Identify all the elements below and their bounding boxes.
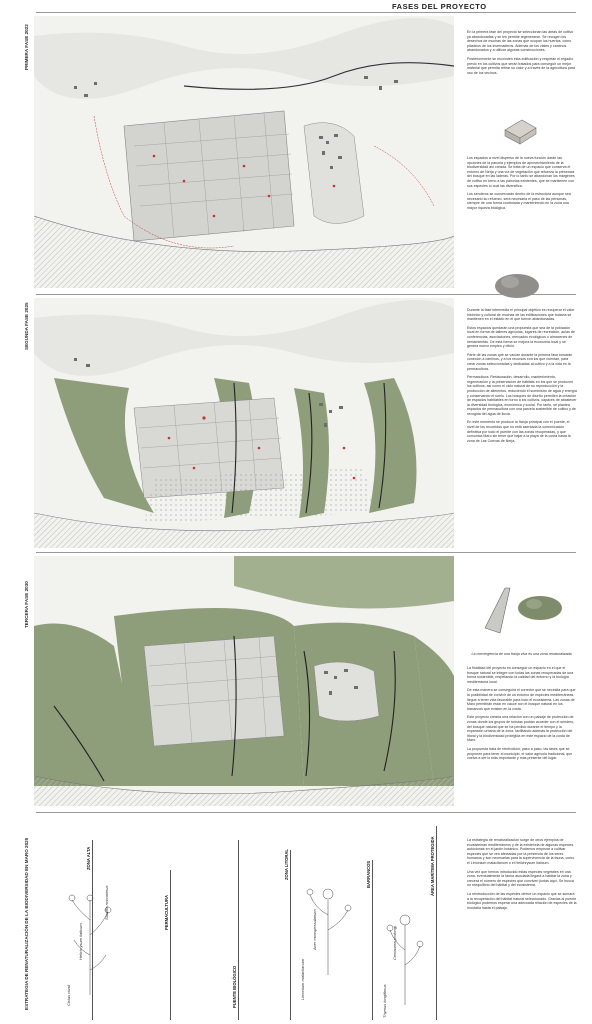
divider-rule-3: [36, 812, 576, 813]
shrub-illustration: [492, 270, 542, 300]
brick-illustration: [500, 110, 540, 150]
plant-sketch-barrancos: [380, 900, 430, 1010]
bridge-illustration: [480, 578, 570, 648]
text-p1: En la primera fase del proyecto se seleccionan las áreas de cultivo ya abandonadas y se les permite regenerarse. Se recogen los desechos de muchas de las zonas que ocupan los huertos, como plásticos de los invernaderos. Además de los viales y caminos abandonados y a utilizar algunas construcciones.: [467, 30, 574, 53]
map-phase-3-drawing: [34, 556, 454, 806]
text-strategy: [467, 838, 577, 914]
text-p7: Parte de las zonas que se vacían durante la primera fase tomarán conexión a caminos, y a los recursos con los que cuentan, para crear zonas seleccionadas y dedicadas al cultivo y a la vida en la permacultura.: [467, 352, 573, 371]
header-rule: [36, 12, 576, 13]
text-p3: Los espacios a nivel disperso de la nueva función darán las opciones de la parcela y ejemplos de aprovechamiento de la biodiversidad así creada. Se trata de un espacio que conserva el entorno de Nerja y una vía de vegetación que refuerza la presencia del bosque en las laderas. Por lo tanto se abandonan los márgenes de cultivo en torno a las parcelas existentes, que se mantienen con sus especies lo cual las diversifica.: [467, 156, 575, 188]
zone-divider-5: [372, 860, 373, 1020]
text-p2: Posteriormente se esconden esta edificación y respetan el regadío previo en los cultivos que serán tratados para conseguir un mejor material que permita retirar su valor y a través de la agricultura para uso de los vecinos.: [467, 56, 576, 75]
text-p8: Permacultura: Restauración, desarrollo, mantenimiento, regeneración y la preservación de hábitats en los que se producen los cultivos, así como el ciclo natural de su reproducción y la producción de alimentos, reduciendo el suministro de agua y energía y conservando el suelo. Los bosques de diseño permiten la creación de espacios habitables en torno a los cultivos, capaces de abastecer la diversidad biológica, económica y social. Por tanto, se plantea espacios de permacultura con una parcela sostenible de cultivo y de recogida del agua de lluvia.: [467, 375, 577, 416]
plant-label-limonium: Limonium malacitanum: [300, 958, 305, 1000]
text-phase-3: [467, 666, 577, 765]
zone-divider-4: [290, 850, 291, 1020]
text-p12: Este proyecto crearía una relación con un paisaje de protección de zonas donde los grupos de turistas podrán acceder con el sendero, del bosque natural que se ha perdido durante el tiempo y la expansión urbana de la zona, facilitando además la protección del litoral y la biodiversidad protegida en este espacio de la costa de Maro.: [467, 715, 575, 743]
text-p9: En este momento se produce la franja principal con el puente, el nivel de los recorridos que no está asentada la comunicación definitiva por todo el puente con las zonas recuperadas, y que comunica Maro sin tener que bajar a la playa de la costa hasta la zona de Las Cuevas de Nerja.: [467, 420, 571, 443]
text-p11: De esta manera se conseguirá el corredor que se necesita para que la posibilidad de convivir de un entorno de especies mediterráneas llegue a tener vida favorable para todo el ecosistema. Las zonas de Maro permitirán estar en cauce con el bosque natural en los barrancos que existen en la costa.: [467, 688, 576, 711]
text-phase-2: [467, 308, 577, 447]
text-p13: La propuesta trata de reintroducir, paso a paso, las fases que se proponen para tener el municipio, el valor agrícola tradicional, que vuelva a ser lo más importante y más presente del lugar.: [467, 746, 573, 761]
phase-label-3: TERCERA FASE 2030: [24, 581, 29, 628]
plant-label-stauffia: Stauffia rosmarinus: [104, 885, 109, 920]
zone-permacultura: PERMACULTURA: [164, 894, 169, 930]
phase-label-2: SEGUNDA FASE 2025: [24, 302, 29, 350]
zone-litoral: ZONA LITORAL: [284, 849, 289, 880]
zone-alta: ZONA ALTA: [86, 846, 91, 870]
text-p6: Estos espacios quedarán una propuesta que sea de la población local en forma de talleres agrícolas, lugares de recreación, aulas de conferencias, asociaciones, mercados ecológicos o almacenes de herramientas. De esta forma se mejora la economía local y se genera nuevo empleo y oficio.: [467, 325, 575, 349]
phase-label-1: PRIMERA FASE 2022: [24, 24, 29, 70]
caption-bridge: La convergencia de una franja viva es una zona renaturalizada.: [471, 652, 573, 656]
plant-label-cistus: Cistus clusii: [66, 984, 71, 1006]
plant-sketch-litoral: [300, 870, 360, 980]
zone-divider-2: [170, 870, 171, 1020]
map-phase-3: [34, 556, 454, 806]
map-phase-2: [34, 298, 454, 548]
text-p10: La finalidad del proyecto es conseguir un espacio en el que el bosque natural se integre con todas las zonas recuperadas de una forma sostenible, respetando la calidad del entorno y la biología mediterránea local.: [467, 666, 574, 684]
text-p15: Una vez que hemos introducido estas especies vegetales en una zona, eventualmente la fauna asociada llegará a habitar la zona y crecerá el número de especies que conviven juntas aquí. Se busca un reequilibrio del hábitat y del ecosistema.: [467, 869, 574, 888]
text-p5: Durante la fase intermedia el principal objetivo es recuperar el valor histórico y cultural de muchas de las edificaciones que todavía se mantienen en el estado en el que fueron abandonadas.: [467, 308, 575, 322]
page-title: FASES DEL PROYECTO: [392, 2, 487, 11]
plant-label-helichrysum: Helichrysum italicum: [78, 923, 83, 960]
text-p4: Los senderos se conservarán dentro de la estructura aunque sea necesario su refuerzo, será necesaria el paso de las personas, siempre de una forma controlada y manteniendo en la zona una mayor riqueza biológica.: [467, 192, 571, 210]
plant-sketch-zona-alta: [60, 880, 120, 1000]
text-phase-1b: [467, 156, 577, 215]
zone-divider-6: [436, 826, 437, 1020]
map-phase-1: [34, 16, 454, 288]
map-phase-1-drawing: [34, 16, 454, 288]
plant-label-acer: Acer monspessulanum: [312, 909, 317, 950]
zone-divider-3: [238, 840, 239, 1020]
zone-barrancos: BARRANCOS: [366, 860, 371, 888]
plant-label-centaurea: Centaurea prolongi: [392, 925, 397, 960]
divider-rule-2: [36, 552, 576, 553]
phase-label-4: ESTRATEGIA DE RENATURALIZACIÓN DE LA BIODIVERSIDAD EN MARO 2025: [24, 837, 29, 1010]
zone-area-maritima: ÁREA MARÍTIMA PROTEGIDA: [430, 836, 435, 896]
map-phase-2-drawing: [34, 298, 454, 548]
zone-puente-biologico: PUENTE BIOLÓGICO: [232, 965, 237, 1008]
text-p14: La estrategia de renaturalización surge de otros ejemplos de ecosistemas mediterráneos y de la existencia de algunas especies autóctonas en el jardín botánico. Podemos empezar a cultivar especies que se ven afectadas por la presencia de los seres humanos y son necesarias para la supervivencia de la fauna, como el Limonium malacitanum o el Helichrysum italicum.: [467, 838, 575, 865]
text-phase-1: [467, 30, 577, 79]
text-p16: La reintroducción de las especies ofrece un espacio que se sumará a la recuperación del hábitat natural seleccionado. Gracias al puente biológico podemos esperar una adecuada relación de especies de la montaña hasta el paisaje.: [467, 891, 577, 910]
plant-label-thymus: Thymus longiflorus: [382, 984, 387, 1018]
